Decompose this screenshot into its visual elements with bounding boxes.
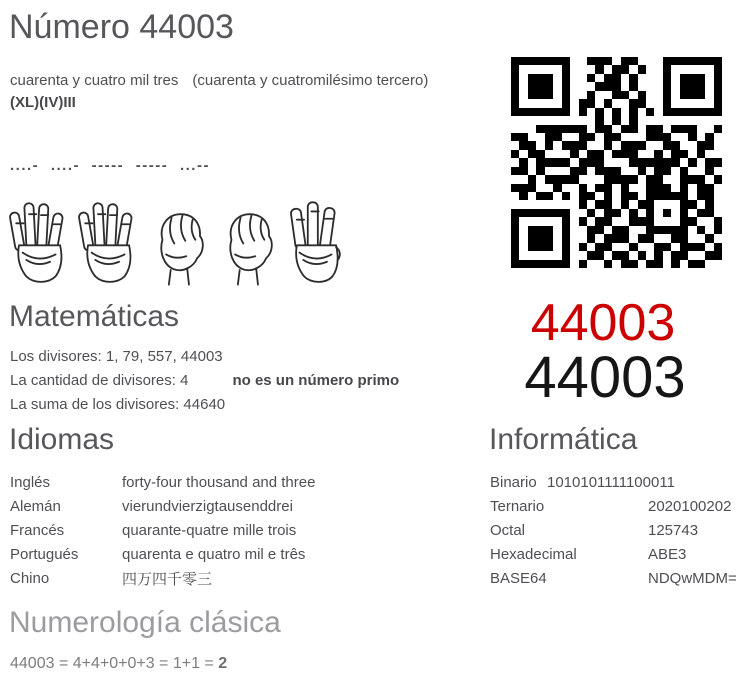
- number-in-words: [10, 72, 428, 89]
- ordinal-text: (cuarenta y cuatromilésimo tercero): [192, 72, 429, 89]
- language-label: Chino: [10, 569, 50, 587]
- language-row: [10, 566, 315, 590]
- math-heading: Matemáticas: [9, 300, 180, 333]
- numerology-heading: Numerología clásica: [9, 606, 281, 639]
- roman-numeral: (XL)(IV)III: [10, 94, 76, 111]
- informatics-label: BASE64: [490, 569, 547, 587]
- hand-sign-0-icon: [146, 197, 210, 289]
- cardinal-text: cuarenta y cuatro mil tres: [10, 72, 179, 89]
- languages-table: [10, 470, 315, 590]
- language-value: quarenta e quatro mil e três: [122, 545, 306, 563]
- informatics-row: [490, 494, 737, 518]
- numerology-result: 2: [218, 655, 228, 672]
- languages-heading: Idiomas: [9, 423, 115, 456]
- language-value: quarante-quatre mille trois: [122, 521, 297, 539]
- informatics-value: ABE3: [648, 545, 687, 563]
- page-title: Número 44003: [9, 8, 234, 46]
- informatics-value: 125743: [648, 521, 699, 539]
- informatics-row: [490, 470, 737, 494]
- big-number-red: 44003: [530, 294, 676, 352]
- informatics-row: [490, 542, 737, 566]
- informatics-value: 1010101111100011: [547, 473, 675, 491]
- morse-code: ....- ....- ----- ----- ...--: [10, 157, 210, 174]
- language-label: Francés: [10, 521, 65, 539]
- hand-sign-4-icon: [8, 197, 72, 289]
- informatics-value: NDQwMDM=: [648, 569, 737, 587]
- divisor-count-line: [10, 372, 399, 389]
- numerology-formula: [10, 655, 227, 673]
- divisor-sum-line: La suma de los divisores: 44640: [10, 396, 226, 413]
- hand-sign-0-icon: [215, 197, 279, 289]
- language-value: forty-four thousand and three: [122, 473, 316, 491]
- language-label: Inglés: [10, 473, 51, 491]
- informatics-heading: Informática: [489, 423, 638, 456]
- big-number-black: 44003: [524, 345, 686, 410]
- divisors-line: Los divisores: 1, 79, 557, 44003: [10, 348, 223, 365]
- informatics-label: Binario: [490, 473, 537, 491]
- informatics-value: 2020100202: [648, 497, 732, 515]
- language-row: [10, 518, 315, 542]
- hand-sign-3-icon: [284, 197, 348, 289]
- qr-code: [511, 57, 722, 268]
- informatics-row: [490, 518, 737, 542]
- language-label: Portugués: [10, 545, 79, 563]
- language-row: [10, 542, 315, 566]
- hand-sign-4-icon: [77, 197, 141, 289]
- informatics-row: [490, 566, 737, 590]
- numerology-sum-text: 44003 = 4+4+0+0+3 = 1+1 =: [10, 655, 214, 672]
- divisor-count-text: La cantidad de divisores: 4: [10, 372, 189, 389]
- language-value: 四万四千零三: [122, 570, 213, 588]
- language-label: Alemán: [10, 497, 61, 515]
- language-row: [10, 494, 315, 518]
- informatics-label: Hexadecimal: [490, 545, 577, 563]
- informatics-label: Octal: [490, 521, 526, 539]
- language-value: vierundvierzigtausenddrei: [122, 497, 293, 515]
- informatics-label: Ternario: [490, 497, 545, 515]
- finger-signs: [8, 197, 348, 289]
- prime-note: no es un número primo: [232, 372, 400, 389]
- language-row: [10, 470, 315, 494]
- informatics-table: [490, 470, 737, 590]
